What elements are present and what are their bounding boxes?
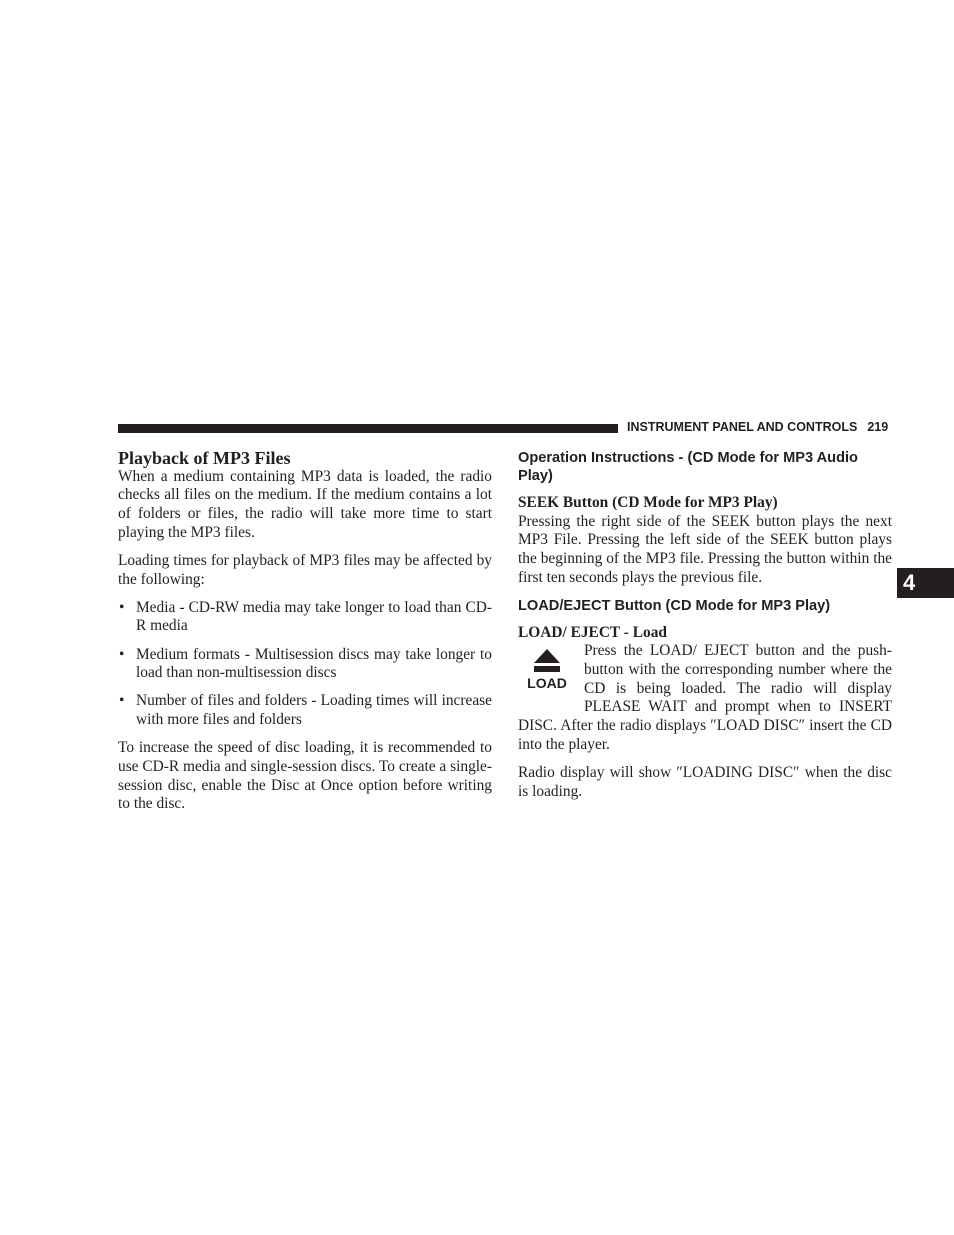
- loading-speed-paragraph: To increase the speed of disc loading, it is recommended to use CD-R media and single-session discs. To create a single-session disc, enable the Disc at Once option before writing to the disc.: [118, 739, 492, 813]
- left-column: [118, 449, 492, 814]
- header-rule: [118, 424, 618, 433]
- load-button-illustration: [518, 645, 576, 703]
- operation-instructions-heading: Operation Instructions - (CD Mode for MP3 Audio Play): [518, 450, 858, 484]
- right-column: [518, 449, 892, 801]
- chapter-number: 4: [903, 570, 916, 595]
- load-instructions: [518, 642, 892, 754]
- list-item: • Media - CD-RW media may take longer to load than CD-R media: [118, 599, 492, 636]
- load-eject-heading: LOAD/EJECT Button (CD Mode for MP3 Play): [518, 597, 831, 614]
- loading-factors-list: [118, 599, 492, 730]
- chapter-tab: [897, 568, 954, 598]
- list-item: • Number of files and folders - Loading times will increase with more files and folders: [118, 692, 492, 729]
- section-title: INSTRUMENT PANEL AND CONTROLS: [627, 420, 858, 434]
- list-item: • Medium formats - Multisession discs may take longer to load than non-multisession discs: [118, 646, 492, 683]
- page-number: 219: [867, 420, 889, 434]
- seek-button-heading: SEEK Button (CD Mode for MP3 Play): [518, 494, 778, 511]
- load-icon-label: LOAD: [527, 675, 567, 692]
- load-paragraph: Press the LOAD/ EJECT button and the push-button with the corresponding number where the CD is being loaded. The radio will display PLEASE WAIT and prompt when to INSERT DISC. After the radio displays ″LOAD DISC″ insert the CD into the player.: [518, 642, 892, 753]
- loading-times-paragraph: Loading times for playback of MP3 files may be affected by the following:: [118, 551, 492, 588]
- loading-disc-paragraph: Radio display will show ″LOADING DISC″ when the disc is loading.: [518, 763, 892, 800]
- mp3-playback-heading: Playback of MP3 Files: [118, 448, 291, 468]
- running-header: [627, 420, 892, 435]
- seek-button-paragraph: Pressing the right side of the SEEK button plays the next MP3 File. Pressing the left side of the SEEK button plays the beginning of the MP3 file. Pressing the button within the first ten seconds plays the previous file.: [518, 512, 892, 586]
- mp3-playback-paragraph: When a medium containing MP3 data is loaded, the radio checks all files on the medium. If the medium contains a lot of folders or files, the radio will take more time to start playing the MP3 files.: [118, 467, 492, 541]
- eject-icon: [533, 649, 561, 673]
- load-eject-subheading: LOAD/ EJECT - Load: [518, 623, 667, 641]
